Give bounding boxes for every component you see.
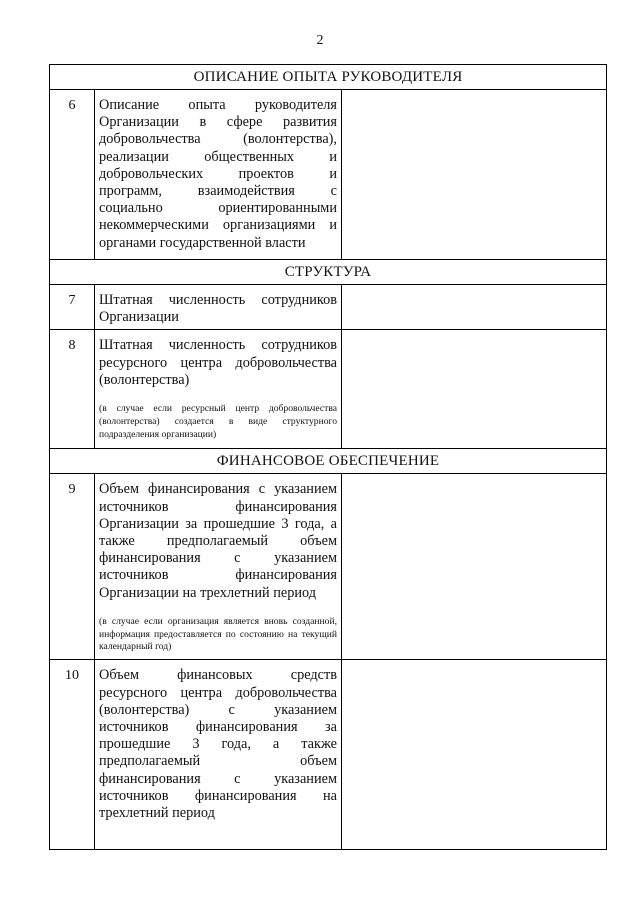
row-number: 10 xyxy=(50,660,95,850)
section-header-row xyxy=(50,449,607,474)
section-header-row xyxy=(50,260,607,285)
row-text: Объем финансовых средств ресурсного центра добровольчества (волонтерства) с указанием источников финансирования за прошедшие 3 года, а также предполагаемый объем финансирования с указанием источников финансирования на трехлетний период xyxy=(99,667,337,822)
row-value-cell[interactable] xyxy=(342,474,607,660)
row-value-cell[interactable] xyxy=(342,330,607,449)
row-note: (в случае если ресурсный центр добровольчества (волонтерства) создается в виде структурного подразделения организации) xyxy=(99,403,337,440)
row-note: (в случае если организация является вновь созданной, информация предоставляется по состоянию на текущий календарный год) xyxy=(99,615,337,653)
row-description xyxy=(95,660,342,850)
row-text: Описание опыта руководителя Организации в сфере развития добровольчества (волонтерства), реализации общественных и добровольческих проектов и программ, взаимодействия с социально ориентированными некоммерческими организациями и органами государственной власти xyxy=(99,97,337,251)
section-title-financing: ФИНАНСОВОЕ ОБЕСПЕЧЕНИЕ xyxy=(50,449,607,474)
row-description xyxy=(95,285,342,330)
row-value-cell[interactable] xyxy=(342,660,607,850)
section-header-row xyxy=(50,65,607,90)
row-value-cell[interactable] xyxy=(342,90,607,260)
row-description xyxy=(95,330,342,449)
row-text: Штатная численность сотрудников Организации xyxy=(99,292,337,326)
table-row xyxy=(50,285,607,330)
row-number: 7 xyxy=(50,285,95,330)
row-number: 8 xyxy=(50,330,95,449)
row-description xyxy=(95,90,342,260)
row-text: Штатная численность сотрудников ресурсного центра добровольчества (волонтерства) xyxy=(99,337,337,388)
section-title-structure: СТРУКТУРА xyxy=(50,260,607,285)
row-number: 9 xyxy=(50,474,95,660)
row-value-cell[interactable] xyxy=(342,285,607,330)
table-row xyxy=(50,90,607,260)
row-text: Объем финансирования с указанием источников финансирования Организации за прошедшие 3 года, а также предполагаемый объем финансирования с указанием источников финансирования Организации на трехлетний период xyxy=(99,481,337,601)
table-row xyxy=(50,660,607,850)
page-number: 2 xyxy=(316,33,324,48)
row-number: 6 xyxy=(50,90,95,260)
table-row xyxy=(50,474,607,660)
section-title-leader-experience: ОПИСАНИЕ ОПЫТА РУКОВОДИТЕЛЯ xyxy=(50,65,607,90)
row-description xyxy=(95,474,342,660)
application-form-table xyxy=(49,64,607,850)
table-row xyxy=(50,330,607,449)
